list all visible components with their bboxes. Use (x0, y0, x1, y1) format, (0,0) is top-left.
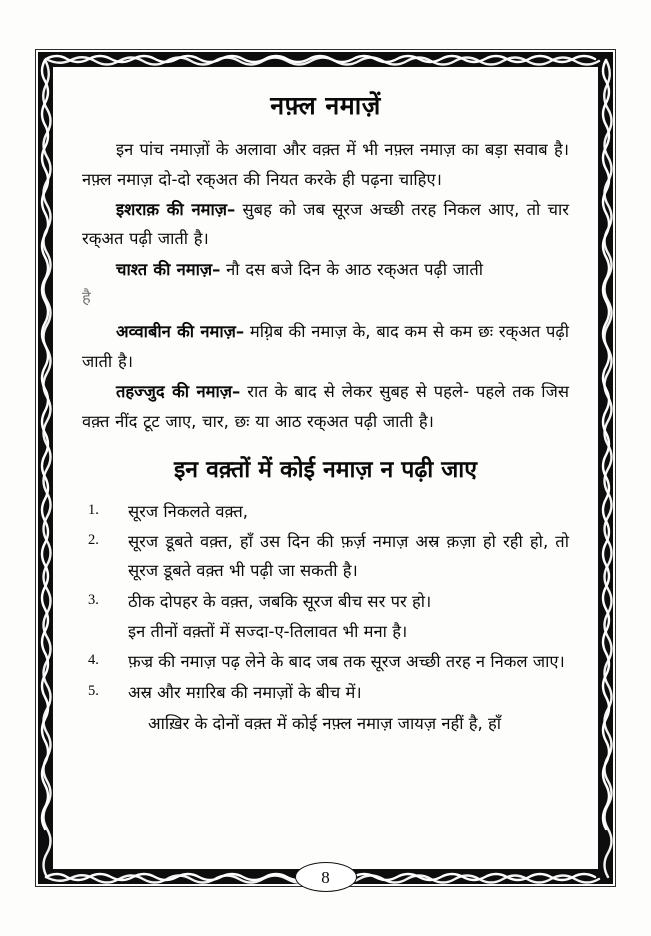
section-heading-forbidden-times: इन वक़्तों में कोई नमाज़ न पढ़ी जाए (174, 456, 477, 483)
list-item (82, 648, 569, 677)
list-item-number: 5. (88, 682, 99, 699)
prayer-paragraph-chasht (82, 255, 569, 284)
forbidden-times-list (82, 498, 569, 708)
page-content (60, 76, 591, 854)
list-item (82, 498, 569, 527)
page-number: 8 (321, 867, 330, 887)
prayer-orphan-chasht: है (82, 288, 91, 308)
prayer-paragraph-awwabeen (82, 317, 569, 376)
list-item-number: 2. (88, 532, 99, 549)
prayer-text-awwabeen: मग़्रिब की नमाज़ के, बाद कम से कम छः रक्अत पढ़ी जाती है। (82, 322, 569, 371)
prayer-text-tahajjud: रात के बाद से लेकर सुबह से पहले- पहले तक जिस वक़्त नींद टूट जाए, चार, छः या आठ रक्अत पढ़ी जाती है। (82, 382, 569, 431)
page-number-cartouche (295, 862, 357, 892)
list-item (82, 588, 569, 646)
list-item-subnote: इन तीनों वक़्तों में सज्दा-ए-तिलावत भी मना है। (128, 621, 408, 641)
prayer-text-ishraq: सुबह को जब सूरज अच्छी तरह निकल आए, तो चार रक्अत पढ़ी जाती है। (82, 199, 569, 249)
prayer-paragraph-tahajjud (82, 377, 569, 436)
page-number-oval (295, 862, 357, 892)
closing-paragraph: आख़िर के दोनों वक़्त में कोई नफ़्ल नमाज़ जायज़ नहीं है, हाँ (148, 713, 502, 733)
list-item-number: 1. (88, 501, 99, 518)
page-title: नफ़्ल नमाज़ें (270, 91, 381, 120)
list-item-text: ठीक दोपहर के वक़्त, जबकि सूरज बीच सर पर हो। (128, 591, 432, 611)
intro-paragraph: इन पांच नमाज़ों के अलावा और वक़्त में भी नफ़्ल नमाज़ का बड़ा सवाब है। नफ़्ल नमाज़ दो-दो रक्अत की नियत करके ही पढ़ना चाहिए। (82, 140, 569, 189)
prayer-text-chasht: नौ दस बजे दिन के आठ रक्अत पढ़ी जाती (220, 259, 483, 279)
list-item (82, 528, 569, 585)
prayer-lead-ishraq: इशराक़ की नमाज़– (116, 199, 236, 219)
list-item-number: 4. (88, 652, 99, 669)
prayer-lead-tahajjud: तहज्जुद की नमाज़– (116, 382, 241, 402)
list-item-text: सूरज डूबते वक़्त, हाँ उस दिन की फ़र्ज़ नमाज़ अस्र क़ज़ा हो रही हो, तो सूरज डूबते वक़्त भी पढ़ी जा सकती है। (128, 532, 569, 581)
prayer-paragraph-ishraq (82, 195, 569, 254)
list-item-text: फ़ज्र की नमाज़ पढ़ लेने के बाद जब तक सूरज अच्छी तरह न निकल जाए। (128, 652, 565, 672)
prayer-lead-chasht: चाश्त की नमाज़– (116, 259, 221, 279)
list-item-text: सूरज निकलते वक़्त, (128, 501, 248, 521)
list-item-text: अस्र और मग़रिब की नमाज़ों के बीच में। (128, 682, 362, 702)
list-item (82, 679, 569, 708)
list-item-number: 3. (88, 591, 99, 608)
prayer-lead-awwabeen: अव्वाबीन की नमाज़– (116, 322, 245, 342)
